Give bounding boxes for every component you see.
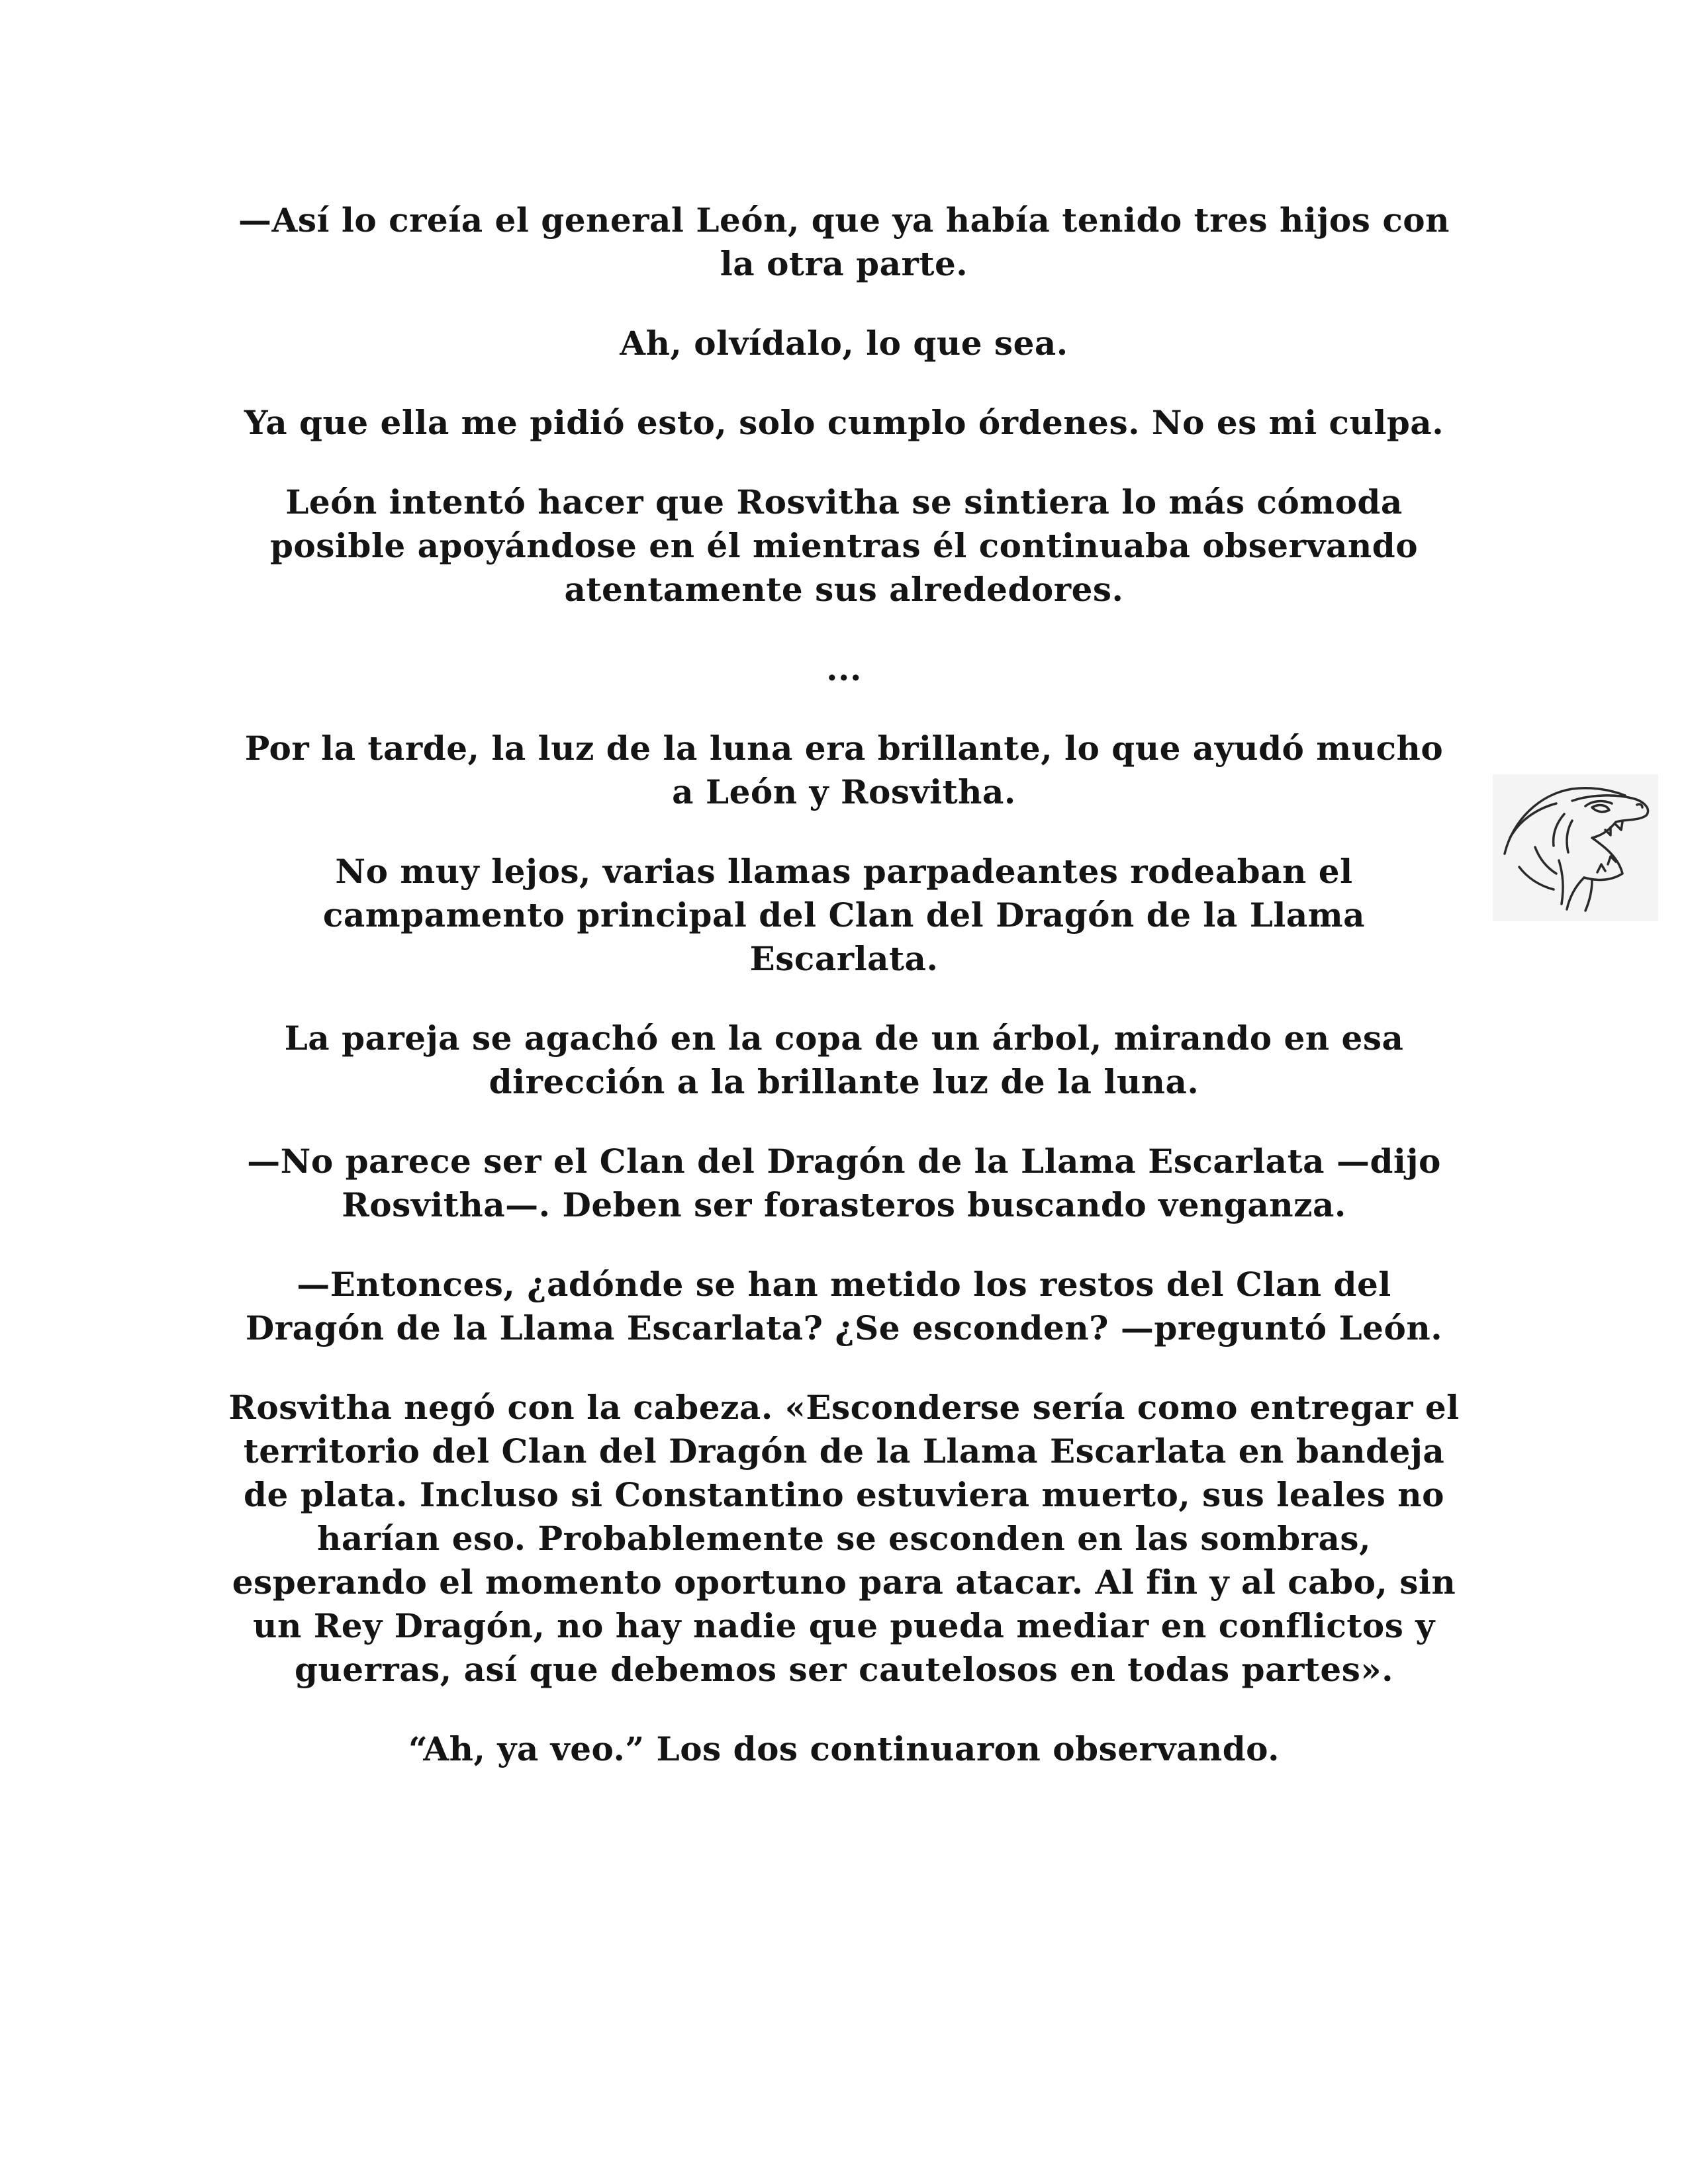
- paragraph: —Entonces, ¿adónde se han metido los restos del Clan del Dragón de la Llama Escarlata? ¿Se esconden? —preguntó León.: [245, 1265, 1443, 1347]
- text-column: [228, 199, 1460, 1807]
- paragraph: —No parece ser el Clan del Dragón de la Llama Escarlata —dijo Rosvitha—. Deben ser forasteros buscando venganza.: [247, 1142, 1441, 1224]
- paragraph: León intentó hacer que Rosvitha se sintiera lo más cómoda posible apoyándose en él mientras él continuaba observando atentamente sus alrededores.: [269, 482, 1419, 609]
- paragraph: Ya que ella me pidió esto, solo cumplo órdenes. No es mi culpa.: [244, 403, 1444, 442]
- paragraph: Por la tarde, la luz de la luna era brillante, lo que ayudó mucho a León y Rosvitha.: [244, 729, 1444, 811]
- paragraph: Ah, olvídalo, lo que sea.: [620, 324, 1068, 363]
- dragon-head-icon: [1493, 774, 1658, 921]
- paragraph: No muy lejos, varias llamas parpadeantes rodeaban el campamento principal del Clan del Dragón de la Llama Escarlata.: [322, 852, 1366, 978]
- paragraph: La pareja se agachó en la copa de un árbol, mirando en esa dirección a la brillante luz de la luna.: [284, 1019, 1404, 1101]
- paragraph: —Así lo creía el general León, que ya había tenido tres hijos con la otra parte.: [238, 201, 1450, 283]
- paragraph: “Ah, ya veo.” Los dos continuaron observando.: [408, 1729, 1280, 1768]
- scene-break: ...: [826, 649, 862, 688]
- paragraph: Rosvitha negó con la cabeza. «Esconderse sería como entregar el territorio del Clan del Dragón de la Llama Escarlata en bandeja de plata. Incluso si Constantino estuviera muerto, sus leales no harían eso. Probablemente se esconden en las sombras, esperando el momento oportuno para atacar. Al fin y al cabo, sin un Rey Dragón, no hay nadie que pueda mediar en conflictos y guerras, así que debemos ser cautelosos en todas partes».: [228, 1388, 1460, 1689]
